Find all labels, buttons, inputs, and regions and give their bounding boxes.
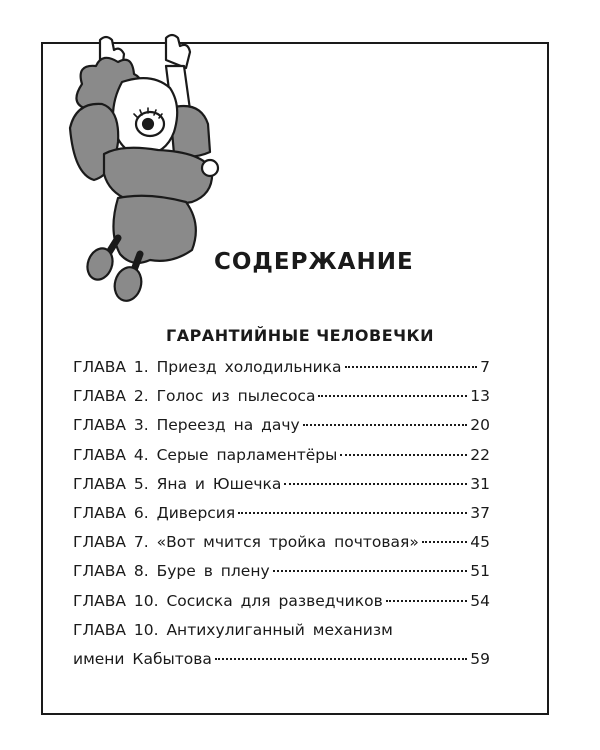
toc-entry-label: ГЛАВА 10. Антихулиганный механизм <box>73 620 393 639</box>
right-shoe <box>111 264 145 304</box>
page-title: СОДЕРЖАНИЕ <box>214 249 414 275</box>
dot-leader <box>340 454 467 456</box>
toc-entry-page: 45 <box>470 533 490 552</box>
toc-entry <box>73 533 490 562</box>
dot-leader <box>386 600 468 602</box>
dot-leader <box>238 512 467 514</box>
toc-entry-label: имени Кабытова <box>73 649 212 668</box>
toc-entry-page: 20 <box>470 416 490 435</box>
toc-entry-page: 7 <box>480 358 490 376</box>
toc-entry-label: ГЛАВА 6. Диверсия <box>73 503 236 522</box>
dot-leader <box>318 395 467 397</box>
toc-entry-page: 37 <box>470 503 490 522</box>
toc-entry-label: ГЛАВА 8. Буре в плену <box>73 562 270 581</box>
toc-entry-label: ГЛАВА 4. Серые парламентёры <box>73 445 338 464</box>
toc-entry <box>73 387 490 416</box>
toc-entry <box>73 504 490 533</box>
dot-leader <box>345 366 478 368</box>
toc-entry <box>73 475 490 504</box>
toc-entry-label: ГЛАВА 2. Голос из пылесоса <box>73 387 316 406</box>
toc-entry-page: 31 <box>470 474 490 493</box>
toc-entry <box>73 621 490 650</box>
toc-entry-page: 13 <box>470 387 490 406</box>
toc-entry <box>73 446 490 475</box>
toc-entry <box>73 416 490 445</box>
toc-entry-label: ГЛАВА 1. Приезд холодильника <box>73 358 342 376</box>
dot-leader <box>422 541 467 543</box>
dot-leader <box>273 570 468 572</box>
toc-entry-label: ГЛАВА 3. Переезд на дачу <box>73 416 300 435</box>
toc-entry <box>73 358 490 387</box>
hanging-character-illustration <box>62 24 232 314</box>
toc-entry-label: ГЛАВА 5. Яна и Юшечка <box>73 474 282 493</box>
table-of-contents <box>73 358 490 679</box>
toc-entry-page: 54 <box>470 591 490 610</box>
toc-entry <box>73 592 490 621</box>
toc-entry-label: ГЛАВА 7. «Вот мчится тройка почтовая» <box>73 533 419 552</box>
toc-entry <box>73 650 490 679</box>
toc-entry-page: 22 <box>470 445 490 464</box>
toc-entry-page: 59 <box>470 649 490 668</box>
pants <box>113 196 195 263</box>
right-hand <box>166 35 190 68</box>
dot-leader <box>215 658 467 660</box>
toc-entry-label: ГЛАВА 10. Сосиска для разведчиков <box>73 591 383 610</box>
toc-entry-page: 51 <box>470 562 490 581</box>
dot-leader <box>303 424 468 426</box>
toc-entry <box>73 562 490 591</box>
section-title: ГАРАНТИЙНЫЕ ЧЕЛОВЕЧКИ <box>166 326 435 345</box>
dot-leader <box>284 483 467 485</box>
